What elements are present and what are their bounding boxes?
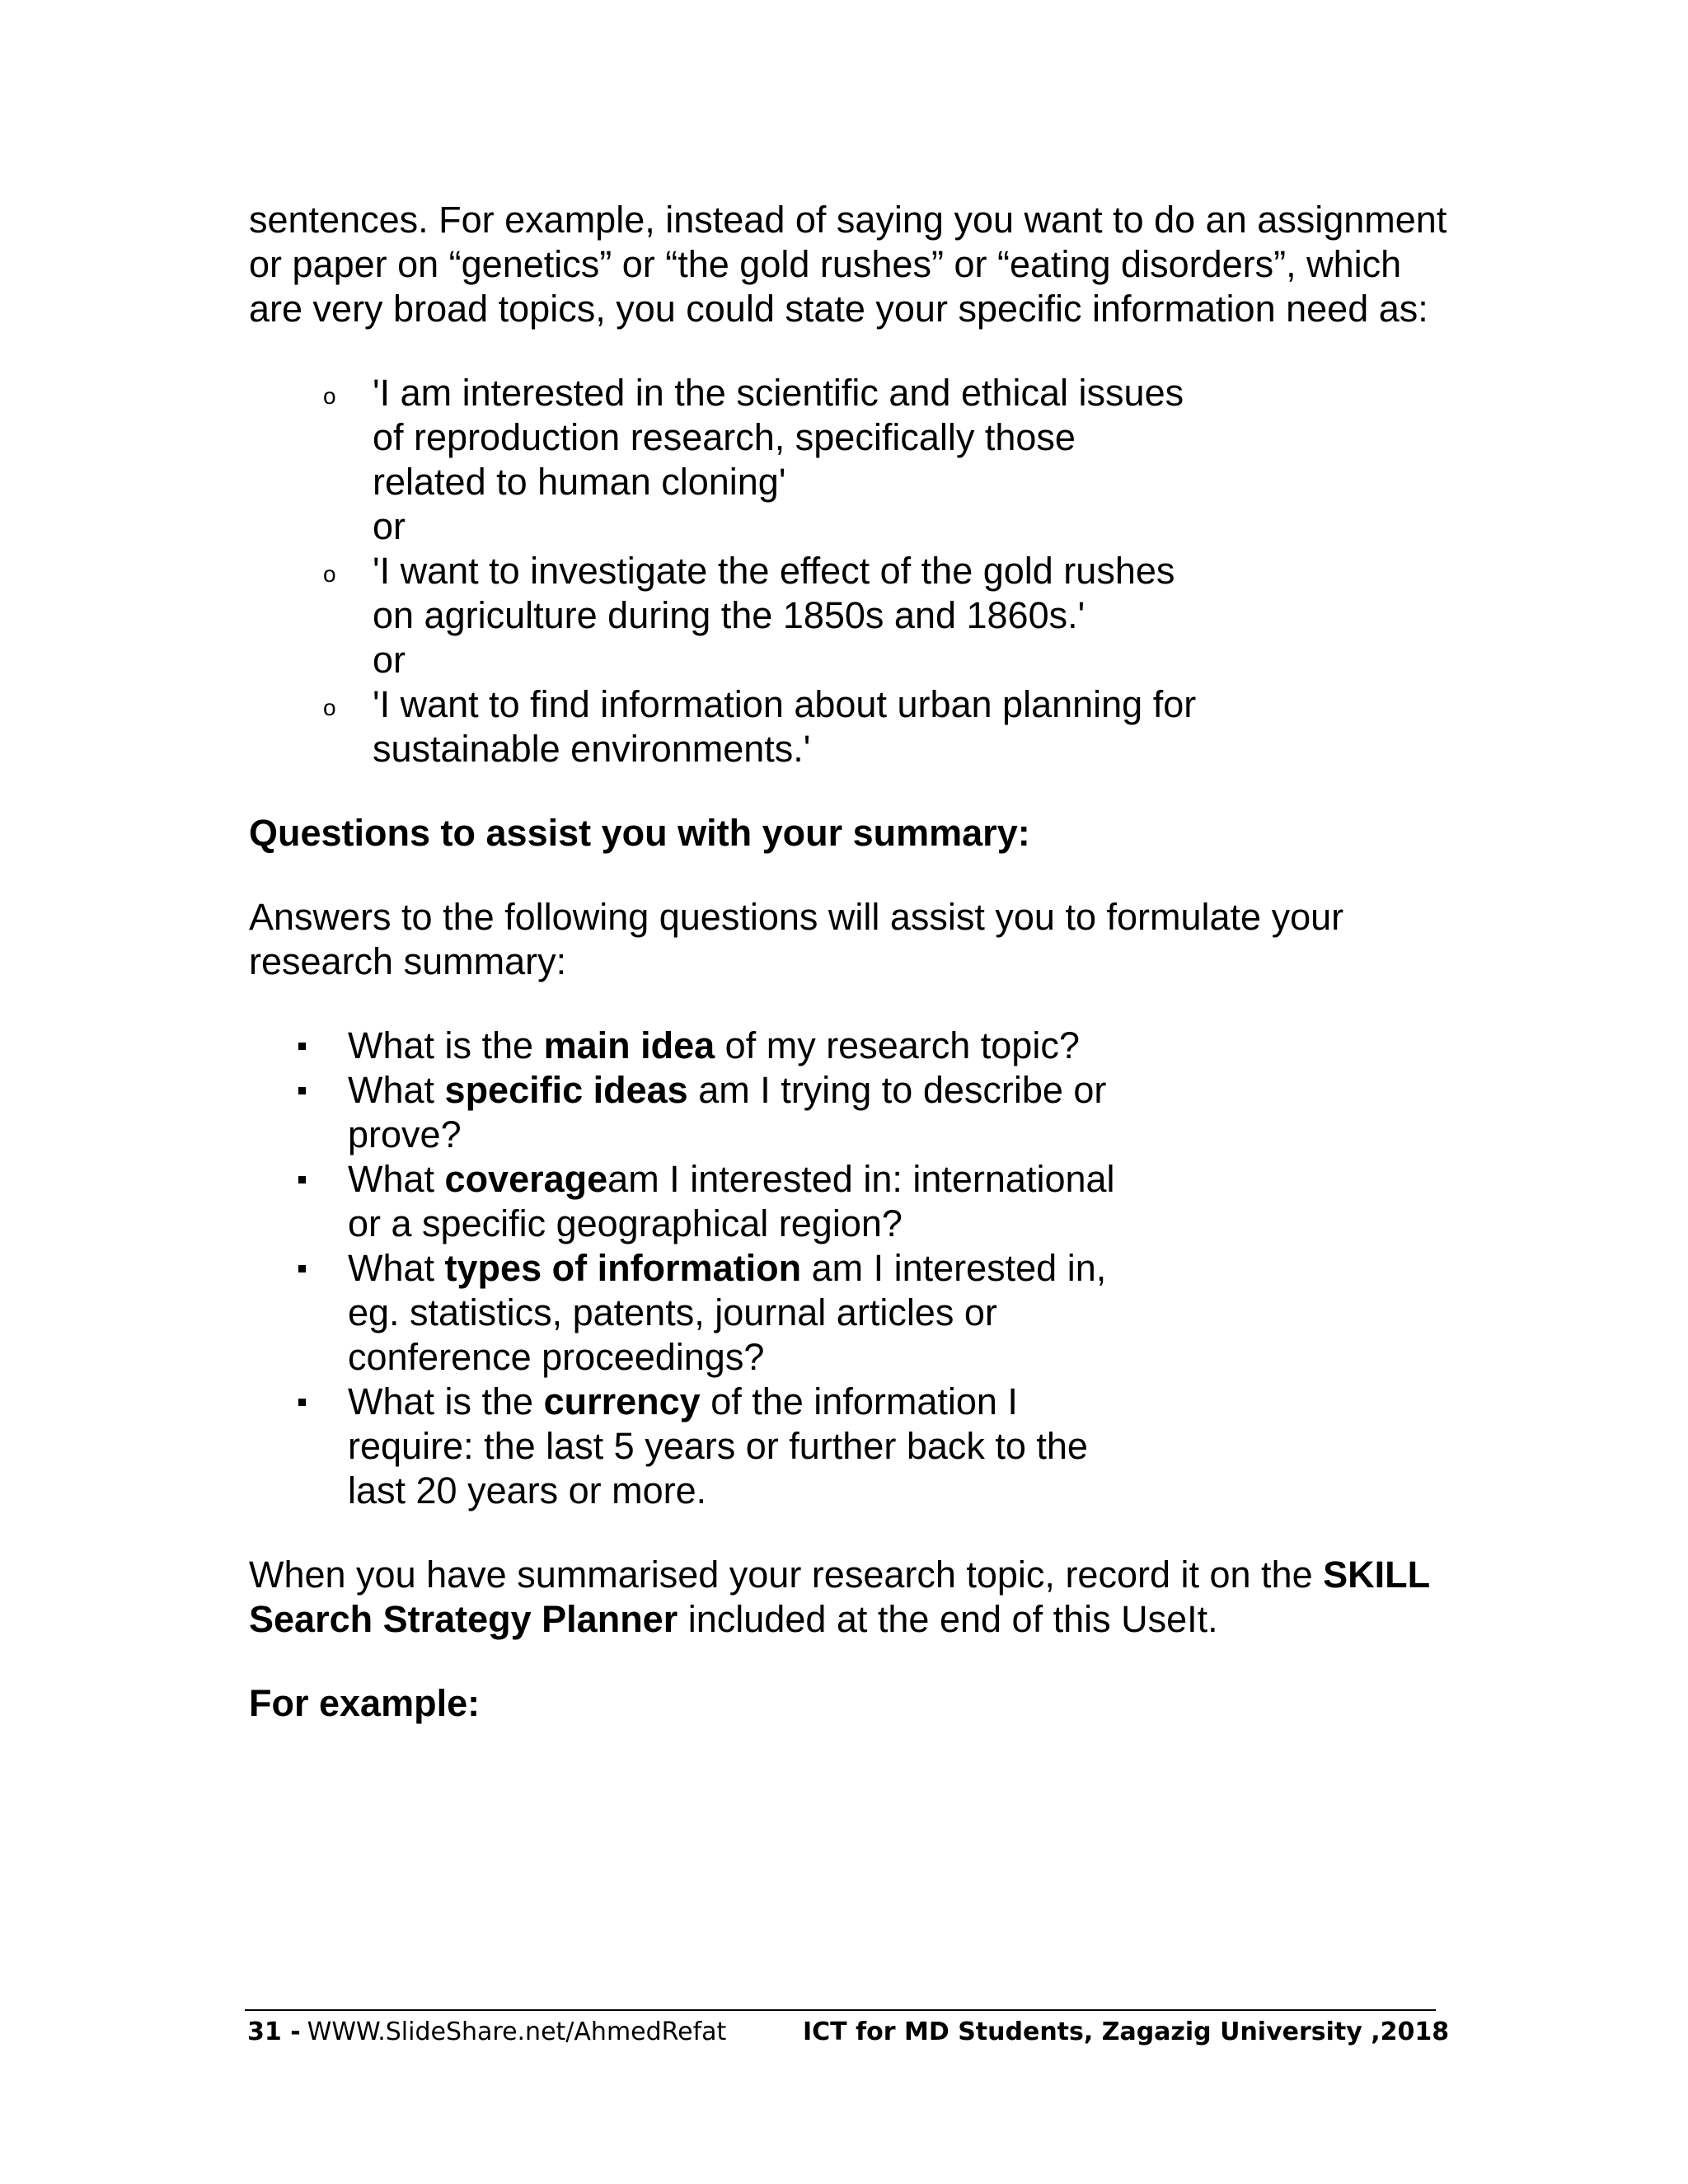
circle-bullet-icon: o (323, 695, 336, 720)
planner-name: SKILL Search Strategy Planner (249, 1554, 1430, 1640)
square-bullet-icon (298, 1176, 306, 1183)
footer-site-link[interactable]: WWW.SlideShare.net/AhmedRefat (307, 2018, 727, 2046)
example-text: 'I want to find information about urban planning for sustainable environments.' (373, 683, 1197, 770)
circle-bullet-icon: o (323, 561, 336, 587)
or-connector: or (373, 639, 406, 681)
questions-list (249, 1024, 1139, 1513)
footer-course-title: ICT for MD Students, Zagazig University ,2018 (803, 2018, 1450, 2046)
question-keyword: currency (543, 1380, 701, 1422)
square-bullet-icon (298, 1265, 306, 1272)
question-keyword: specific ideas (444, 1069, 688, 1111)
questions-intro-paragraph: Answers to the following questions will assist you to formulate your research summary: (249, 896, 1344, 982)
question-keyword: main idea (543, 1024, 715, 1066)
list-item: What types of information am I interested in, eg. statistics, patents, journal articles or conference proceedings? (348, 1246, 1139, 1380)
square-bullet-icon (298, 1399, 306, 1406)
footer-divider (245, 2009, 1436, 2011)
intro-paragraph: sentences. For example, instead of saying you want to do an assignment or paper on “genetics” or “the gold rushes” or “eating disorders”, which are very broad topics, you could state your specific information need as: (249, 199, 1447, 330)
or-connector: or (373, 505, 406, 547)
example-text: 'I want to investigate the effect of the gold rushes on agriculture during the 1850s and 1860s.' (373, 550, 1175, 636)
question-keyword: coverage (444, 1158, 608, 1200)
section-heading: Questions to assist you with your summary: (249, 812, 1030, 854)
example-heading: For example: (249, 1682, 481, 1724)
square-bullet-icon (298, 1087, 306, 1094)
list-item: What coverageam I interested in: international or a specific geographical region? (348, 1157, 1139, 1246)
list-item (323, 371, 1197, 549)
square-bullet-icon (298, 1043, 306, 1050)
page-footer (247, 2016, 1451, 2049)
list-item: What specific ideas am I trying to describe or prove? (348, 1068, 1139, 1157)
page-content (249, 198, 1452, 1765)
example-list (249, 371, 1197, 771)
example-text: 'I am interested in the scientific and ethical issues of reproduction research, specifically those related to human cloning' (373, 372, 1184, 503)
list-item: What is the main idea of my research topic? (348, 1024, 1139, 1068)
list-item: What is the currency of the information I require: the last 5 years or further back to the last 20 years or more. (348, 1380, 1139, 1513)
list-item (323, 549, 1197, 682)
closing-paragraph: When you have summarised your research topic, record it on the SKILL Search Strategy Planner included at the end of this UseIt. (249, 1554, 1430, 1640)
page-number: 31 - (247, 2018, 301, 2046)
question-keyword: types of information (444, 1247, 802, 1289)
circle-bullet-icon: o (323, 383, 336, 409)
list-item (323, 682, 1197, 771)
